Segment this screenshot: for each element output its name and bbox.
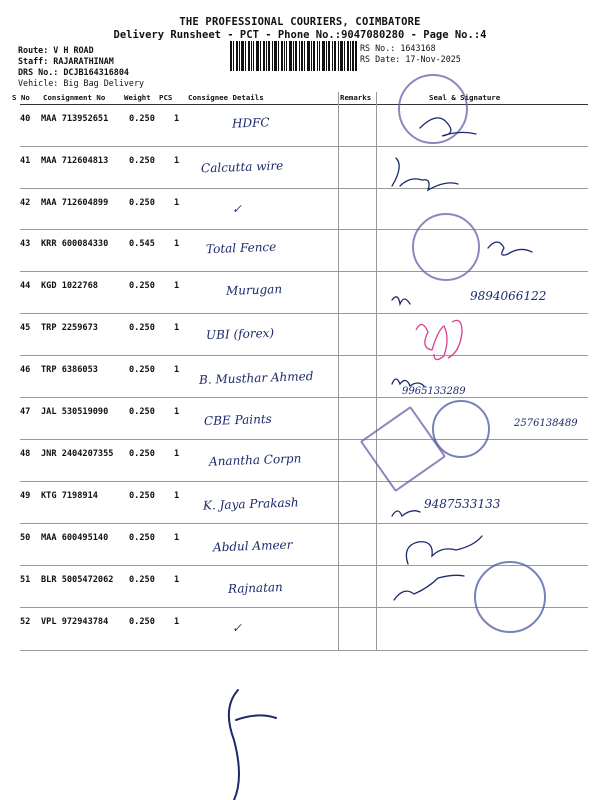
row-sno: 44	[20, 281, 31, 291]
table-row	[0, 188, 600, 230]
row-weight: 0.250	[129, 365, 155, 375]
col-sno: S No	[12, 93, 30, 102]
row-sno: 46	[20, 365, 31, 375]
company-stamp-icon	[432, 400, 490, 458]
row-pcs: 1	[174, 281, 180, 291]
row-weight: 0.250	[129, 449, 155, 459]
row-weight: 0.250	[129, 323, 155, 333]
row-consignee: HDFC	[231, 115, 270, 131]
row-pcs: 1	[174, 114, 180, 124]
row-sno: 42	[20, 198, 31, 208]
row-weight: 0.545	[129, 239, 155, 249]
table-row	[0, 313, 600, 355]
row-consignment: MAA 713952651	[41, 114, 109, 124]
col-consignment: Consignment No	[43, 93, 106, 102]
row-weight: 0.250	[129, 156, 155, 166]
row-divider	[20, 650, 588, 651]
row-sno: 40	[20, 114, 31, 124]
row-weight: 0.250	[129, 198, 155, 208]
row-consignment: MAA 712604899	[41, 198, 109, 208]
row-consignee: Total Fence	[205, 239, 277, 257]
table-row	[0, 355, 600, 397]
table-row	[0, 523, 600, 565]
row-consignee: CBE Paints	[203, 411, 273, 429]
col-weight: Weight	[124, 93, 151, 102]
row-consignee: Murugan	[225, 282, 283, 298]
row-sno: 48	[20, 449, 31, 459]
document-title: THE PROFESSIONAL COURIERS, COIMBATORE	[179, 16, 421, 28]
row-consignment: KTG 7198914	[41, 491, 98, 501]
row-consignment: MAA 600495140	[41, 533, 109, 543]
row-weight: 0.250	[129, 281, 155, 291]
phone-note: 9894066122	[470, 289, 547, 303]
row-consignee: Rajnatan	[227, 580, 284, 596]
row-sno: 50	[20, 533, 31, 543]
row-sno: 51	[20, 575, 31, 585]
table-row	[0, 104, 600, 146]
row-pcs: 1	[174, 407, 180, 417]
table-row	[0, 439, 600, 481]
row-weight: 0.250	[129, 114, 155, 124]
table-row	[0, 397, 600, 439]
row-pcs: 1	[174, 365, 180, 375]
row-pcs: 1	[174, 156, 180, 166]
table-row	[0, 481, 600, 523]
row-consignee: Abdul Ameer	[212, 537, 293, 555]
table-row	[0, 146, 600, 188]
rs-date: RS Date: 17-Nov-2025	[360, 54, 461, 64]
row-sno: 43	[20, 239, 31, 249]
phone-note: 9487533133	[424, 497, 501, 511]
row-consignment: BLR 5005472062	[41, 575, 114, 585]
row-weight: 0.250	[129, 533, 155, 543]
col-seal: Seal & Signature	[429, 93, 501, 102]
barcode-icon	[230, 41, 357, 71]
vehicle: Vehicle: Big Bag Delivery	[18, 78, 145, 88]
row-weight: 0.250	[129, 575, 155, 585]
row-sno: 47	[20, 407, 31, 417]
row-consignment: KGD 1022768	[41, 281, 98, 291]
row-sno: 49	[20, 491, 31, 501]
row-pcs: 1	[174, 617, 180, 627]
row-pcs: 1	[174, 533, 180, 543]
row-consignment: JAL 530519090	[41, 407, 109, 417]
company-stamp-icon	[398, 74, 468, 144]
drs-number: DRS No.: DCJB164316804	[18, 67, 129, 77]
row-weight: 0.250	[129, 407, 155, 417]
row-consignee: ✓	[231, 620, 243, 636]
phone-note: 9965133289	[402, 386, 466, 397]
row-pcs: 1	[174, 575, 180, 585]
document-subtitle: Delivery Runsheet - PCT - Phone No.:9047080280 - Page No.:4	[113, 29, 487, 41]
row-consignment: KRR 600084330	[41, 239, 109, 249]
row-consignee: B. Musthar Ahmed	[198, 369, 314, 387]
row-consignment: VPL 972943784	[41, 617, 109, 627]
table-header	[12, 92, 592, 104]
row-consignment: TRP 2259673	[41, 323, 98, 333]
row-pcs: 1	[174, 449, 180, 459]
row-consignee: K. Jaya Prakash	[202, 495, 299, 513]
row-pcs: 1	[174, 239, 180, 249]
row-consignment: TRP 6386053	[41, 365, 98, 375]
row-consignee: Calcutta wire	[200, 158, 284, 176]
staff: Staff: RAJARATHINAM	[18, 56, 114, 66]
row-consignee: ✓	[231, 201, 243, 217]
col-consignee: Consignee Details	[188, 93, 264, 102]
runsheet-meta-left	[18, 45, 144, 89]
row-consignee: Anantha Corpn	[208, 451, 302, 469]
runsheet-meta-right	[360, 43, 461, 65]
row-pcs: 1	[174, 323, 180, 333]
rs-number: RS No.: 1643168	[360, 43, 436, 53]
row-pcs: 1	[174, 491, 180, 501]
company-stamp-icon	[412, 213, 480, 281]
col-pcs: PCS	[159, 93, 173, 102]
row-sno: 41	[20, 156, 31, 166]
row-sno: 45	[20, 323, 31, 333]
route: Route: V H ROAD	[18, 45, 94, 55]
row-sno: 52	[20, 617, 31, 627]
row-pcs: 1	[174, 198, 180, 208]
company-stamp-icon	[474, 561, 546, 633]
table-row	[0, 271, 600, 313]
row-consignment: MAA 712604813	[41, 156, 109, 166]
row-weight: 0.250	[129, 617, 155, 627]
row-consignee: UBI (forex)	[205, 325, 275, 343]
col-remarks: Remarks	[340, 93, 372, 102]
row-weight: 0.250	[129, 491, 155, 501]
table-row	[0, 229, 600, 271]
row-consignment: JNR 2404207355	[41, 449, 114, 459]
phone-note: 2576138489	[514, 418, 578, 429]
